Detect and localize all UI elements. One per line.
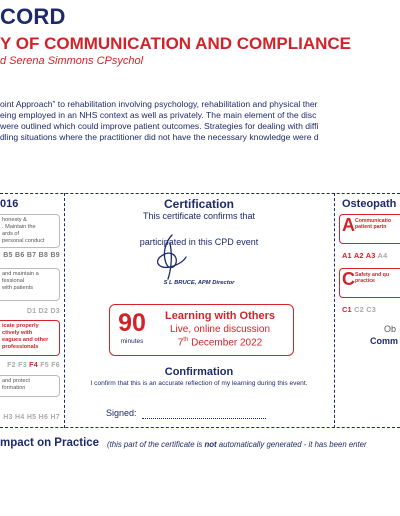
intro-line-1: oint Approach” to rehabilitation involving psychology, rehabilitation and physical ther xyxy=(0,99,318,109)
standard-codes-d xyxy=(0,308,60,315)
code-c1: C1 xyxy=(342,305,352,314)
impact-heading: mpact on Practice xyxy=(0,437,100,449)
code-h6: H6 xyxy=(38,414,49,421)
standards-heading: 016 xyxy=(0,198,19,210)
event-month-year: December 2022 xyxy=(188,337,263,349)
intro-line-3: were outlined which could improve patient outcomes. Strategies for dealing with diffi xyxy=(0,121,319,131)
code-a4: A4 xyxy=(377,251,388,260)
standard-box-f: icate properly ctively with eagues and other professionals xyxy=(0,320,60,356)
left-divider xyxy=(64,193,65,428)
standard-box-d: and maintain a fessional with patients xyxy=(0,268,60,301)
theme-letter-c: C xyxy=(342,269,355,289)
minutes-value: 90 xyxy=(118,309,146,337)
code-d1: D1 xyxy=(26,308,37,315)
theme-text-c: Safety and qu practice xyxy=(355,272,390,285)
certification-confirm-text: This certificate confirms that xyxy=(142,211,256,221)
right-divider xyxy=(334,193,335,428)
participated-text: participated in this CPD event xyxy=(139,237,259,247)
code-a3: A3 xyxy=(365,251,376,260)
right-ob-text: Ob xyxy=(384,324,397,334)
record-title: CORD xyxy=(0,4,66,29)
code-f3: F3 xyxy=(18,362,27,369)
standard-codes-h xyxy=(0,414,60,421)
signer-name: S L BRUCE, APM Director xyxy=(163,280,235,286)
author-line: d Serena Simmons CPsychol xyxy=(0,55,144,67)
code-d2: D2 xyxy=(38,308,49,315)
code-b5: B5 xyxy=(3,252,13,259)
theme-box-c xyxy=(339,268,400,298)
code-b8: B8 xyxy=(38,252,49,259)
certification-heading: Certification xyxy=(163,197,234,211)
signature-line[interactable] xyxy=(142,418,266,419)
code-f5: F5 xyxy=(40,362,49,369)
theme-codes-c xyxy=(342,305,376,314)
intro-line-2: eing employed in an NHS context as well as privately. The main element of the disc xyxy=(0,110,317,120)
course-title: Y OF COMMUNICATION AND COMPLIANCE xyxy=(0,34,352,53)
code-f2: F2 xyxy=(7,362,16,369)
event-date xyxy=(150,337,290,348)
code-d3: D3 xyxy=(50,308,60,315)
standard-codes-f xyxy=(0,362,60,369)
code-c3: C3 xyxy=(366,305,377,314)
impact-note-start: (this part of the certificate is xyxy=(107,440,205,449)
impact-note-emphasis: not xyxy=(204,440,217,449)
code-f6: F6 xyxy=(51,362,60,369)
code-h5: H5 xyxy=(26,414,37,421)
event-day-suffix: th xyxy=(183,337,189,343)
minutes-label: minutes xyxy=(120,338,144,345)
standard-box-h: and protect formation xyxy=(0,375,60,397)
learning-mode: Live, online discussion xyxy=(169,324,271,335)
theme-box-a xyxy=(339,214,400,244)
theme-text-a: Communicatio patient partn xyxy=(355,218,392,231)
learning-type: Learning with Others xyxy=(164,310,275,322)
theme-letter-a: A xyxy=(342,215,355,235)
osteopath-heading: Osteopath xyxy=(342,198,397,210)
code-h3: H3 xyxy=(3,414,13,421)
impact-note xyxy=(107,440,367,449)
confirmation-heading: Confirmation xyxy=(164,366,234,378)
code-b7: B7 xyxy=(26,252,37,259)
code-a2: A2 xyxy=(353,251,364,260)
impact-note-end: automatically generated - it has been enter xyxy=(216,440,367,449)
code-b6: B6 xyxy=(15,252,25,259)
theme-codes-a xyxy=(342,251,387,260)
code-f4: F4 xyxy=(29,362,38,369)
confirmation-text: I confirm that this is an accurate reflection of my learning during this event. xyxy=(90,380,308,387)
signed-label: Signed: xyxy=(106,408,137,418)
code-a1: A1 xyxy=(342,251,352,260)
code-b9: B9 xyxy=(50,252,60,259)
code-c2: C2 xyxy=(354,305,364,314)
signature-image xyxy=(150,233,190,281)
standard-box-b: honesty & . Maintain the ards of personal conduct xyxy=(0,214,60,248)
intro-line-4: dling situations where the practitioner did not have the necessary knowledge were d xyxy=(0,132,319,142)
code-h4: H4 xyxy=(15,414,25,421)
code-h7: H7 xyxy=(50,414,60,421)
right-comm-text: Comm xyxy=(370,336,399,346)
standard-codes-b xyxy=(0,252,60,259)
event-day: 7 xyxy=(177,337,184,349)
